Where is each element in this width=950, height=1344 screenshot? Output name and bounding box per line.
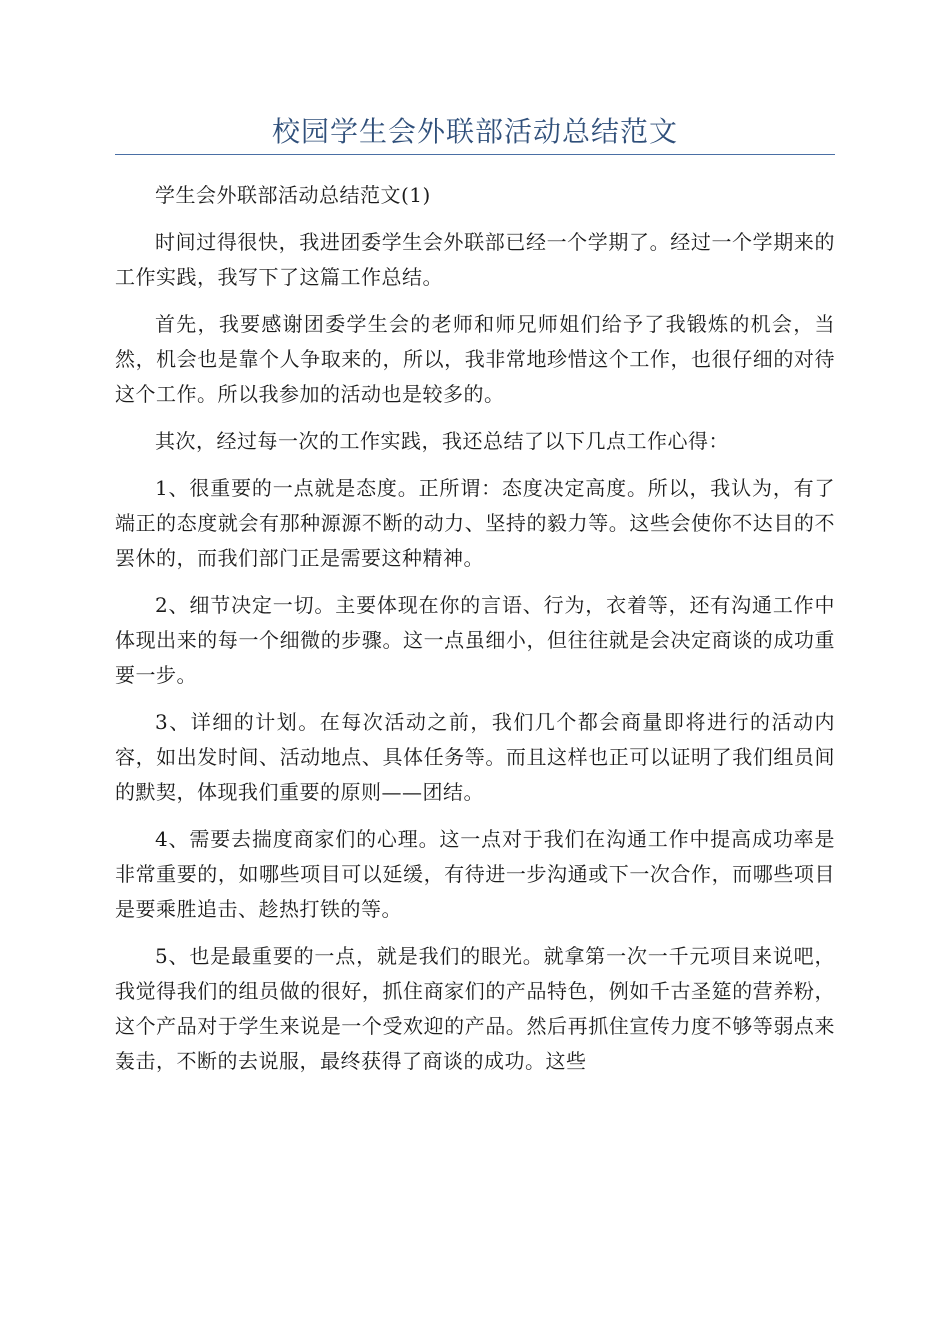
document-body — [115, 178, 835, 1091]
paragraph-point-2: 2、细节决定一切。主要体现在你的言语、行为，衣着等，还有沟通工作中体现出来的每一个细微的步骤。这一点虽细小，但往往就是会决定商谈的成功重要一步。 — [115, 593, 835, 687]
paragraph-intro: 时间过得很快，我进团委学生会外联部已经一个学期了。经过一个学期来的工作实践，我写下了这篇工作总结。 — [115, 230, 835, 289]
paragraph-thanks: 首先，我要感谢团委学生会的老师和师兄师姐们给予了我锻炼的机会，当然，机会也是靠个人争取来的，所以，我非常地珍惜这个工作，也很仔细的对待这个工作。所以我参加的活动也是较多的。 — [115, 312, 835, 406]
title-underline — [115, 154, 835, 155]
paragraph-point-5: 5、也是最重要的一点，就是我们的眼光。就拿第一次一千元项目来说吧，我觉得我们的组员做的很好，抓住商家们的产品特色，例如千古圣筵的营养粉，这个产品对于学生来说是一个受欢迎的产品。然后再抓住宣传力度不够等弱点来轰击，不断的去说服，最终获得了商谈的成功。这些 — [115, 944, 835, 1073]
section-heading: 学生会外联部活动总结范文(1) — [155, 183, 431, 207]
paragraph-point-3: 3、详细的计划。在每次活动之前，我们几个都会商量即将进行的活动内容，如出发时间、活动地点、具体任务等。而且这样也正可以证明了我们组员间的默契，体现我们重要的原则——团结。 — [115, 710, 835, 804]
paragraph-lessons-intro: 其次，经过每一次的工作实践，我还总结了以下几点工作心得： — [155, 429, 729, 453]
paragraph-point-1: 1、很重要的一点就是态度。正所谓：态度决定高度。所以，我认为，有了端正的态度就会有那种源源不断的动力、坚持的毅力等。这些会使你不达目的不罢休的，而我们部门正是需要这种精神。 — [115, 476, 835, 570]
paragraph-point-4: 4、需要去揣度商家们的心理。这一点对于我们在沟通工作中提高成功率是非常重要的，如哪些项目可以延缓，有待进一步沟通或下一次合作，而哪些项目是要乘胜追击、趁热打铁的等。 — [115, 827, 835, 921]
page-title: 校园学生会外联部活动总结范文 — [271, 115, 678, 148]
